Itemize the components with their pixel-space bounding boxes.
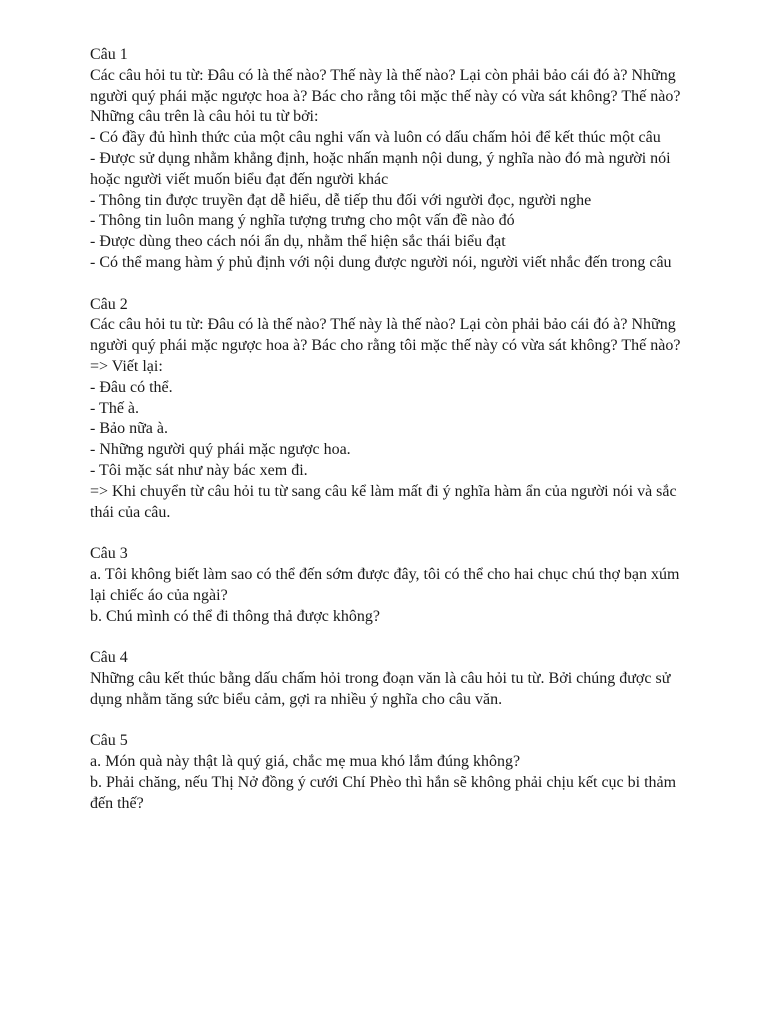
section-cau-1	[90, 45, 690, 274]
bullet-item: - Thế à.	[90, 399, 140, 417]
section-cau-3	[90, 544, 690, 627]
answer-intro: Những câu trên là câu hỏi tu từ bởi:	[90, 108, 319, 126]
bullet-item: - Có đầy đủ hình thức của một câu nghi vấn và luôn có dấu chấm hỏi để kết thúc một câu	[90, 129, 661, 147]
answer-item: b. Phải chăng, nếu Thị Nở đồng ý cưới Chí Phèo thì hắn sẽ không phải chịu kết cục bi thảm đến thế?	[90, 773, 677, 812]
question-text: Các câu hỏi tu từ: Đâu có là thế nào? Thế này là thế nào? Lại còn phải bảo cái đó à? Những người quý phái mặc ngược hoa à? Bác cho rằng tôi mặc thế này có vừa sát không? Thế nào?	[90, 66, 681, 105]
section-title: Câu 3	[90, 545, 128, 563]
bullet-item: - Bảo nữa à.	[90, 420, 168, 438]
bullet-item: - Thông tin được truyền đạt dễ hiểu, dễ tiếp thu đối với người đọc, người nghe	[90, 191, 592, 209]
answer-text: Những câu kết thúc bằng dấu chấm hỏi trong đoạn văn là câu hỏi tu từ. Bởi chúng được sử dụng nhằm tăng sức biểu cảm, gợi ra nhiều ý nghĩa cho câu văn.	[90, 669, 671, 708]
section-title: Câu 4	[90, 649, 128, 667]
document-page	[90, 45, 690, 835]
answer-item: a. Món quà này thật là quý giá, chắc mẹ mua khó lắm đúng không?	[90, 753, 521, 771]
bullet-item: - Được dùng theo cách nói ẩn dụ, nhằm thể hiện sắc thái biểu đạt	[90, 233, 506, 251]
answer-item: a. Tôi không biết làm sao có thể đến sớm được đây, tôi có thể cho hai chục chú thợ bạn xúm lại chiếc áo của ngài?	[90, 565, 680, 604]
answer-item: b. Chú mình có thể đi thông thả được không?	[90, 607, 380, 625]
bullet-item: - Tôi mặc sát như này bác xem đi.	[90, 461, 308, 479]
section-cau-5	[90, 731, 690, 814]
section-title: Câu 2	[90, 295, 128, 313]
section-cau-2	[90, 295, 690, 524]
conclusion-text: => Khi chuyển từ câu hỏi tu từ sang câu kể làm mất đi ý nghĩa hàm ẩn của người nói và sắc thái của câu.	[90, 482, 677, 521]
section-title: Câu 1	[90, 46, 128, 63]
section-cau-4	[90, 648, 690, 710]
bullet-item: - Những người quý phái mặc ngược hoa.	[90, 441, 351, 459]
bullet-item: - Được sử dụng nhằm khẳng định, hoặc nhấn mạnh nội dung, ý nghĩa nào đó mà người nói hoặc người viết muốn biểu đạt đến người khác	[90, 149, 671, 188]
bullet-item: - Có thể mang hàm ý phủ định với nội dung được người nói, người viết nhắc đến trong câu	[90, 253, 672, 271]
bullet-item: - Đâu có thể.	[90, 378, 173, 396]
rewrite-label: => Viết lại:	[90, 357, 163, 375]
question-text: Các câu hỏi tu từ: Đâu có là thế nào? Thế này là thế nào? Lại còn phải bảo cái đó à? Những người quý phái mặc ngược hoa à? Bác cho rằng tôi mặc thế này có vừa sát không? Thế nào?	[90, 316, 681, 355]
section-title: Câu 5	[90, 732, 128, 750]
bullet-item: - Thông tin luôn mang ý nghĩa tượng trưng cho một vấn đề nào đó	[90, 212, 515, 230]
